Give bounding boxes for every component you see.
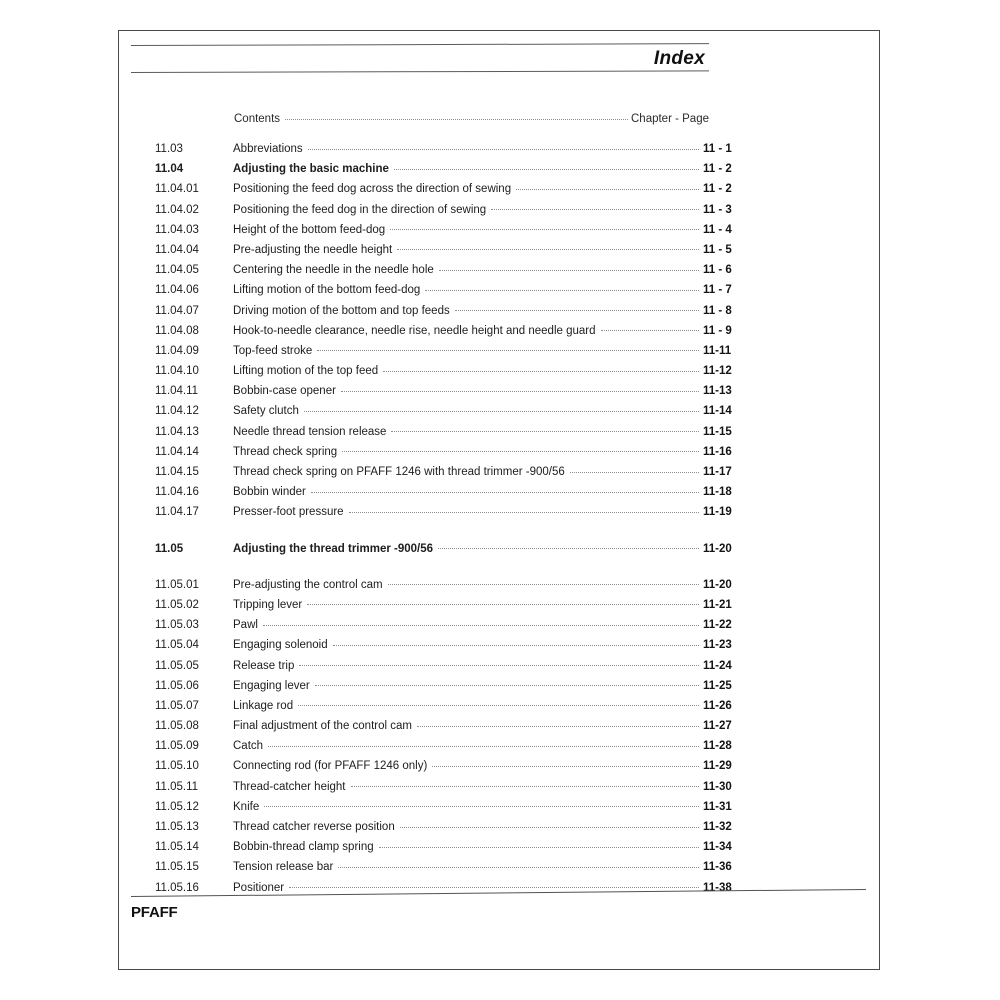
- toc-leader-dots: [307, 604, 699, 605]
- toc-entry-title: Engaging solenoid: [233, 639, 328, 652]
- toc-entry-page: 11-19: [703, 506, 732, 519]
- toc-entry[interactable]: [155, 801, 755, 821]
- toc-leader-dots: [315, 685, 699, 686]
- toc-entry-number: 11.04.01: [155, 183, 199, 196]
- toc-entry-title: Abbreviations: [233, 143, 303, 155]
- toc-leader-dots: [400, 827, 699, 828]
- toc-entry[interactable]: [155, 841, 755, 861]
- toc-entry-page: 11 - 3: [703, 203, 732, 216]
- toc-entry-title: Top-feed stroke: [233, 344, 313, 357]
- toc-entry-number: 11.04.10: [155, 365, 199, 378]
- page-footer: [131, 896, 866, 921]
- toc-leader-dots: [439, 270, 699, 271]
- toc-entry-page: 11-23: [703, 639, 732, 652]
- toc-entry[interactable]: [155, 680, 755, 700]
- toc-leader-dots: [570, 472, 699, 473]
- toc-leader-dots: [308, 149, 699, 150]
- toc-entry-title: Positioning the feed dog in the direction of sewing: [233, 203, 487, 216]
- toc-entry-page: 11 - 1: [703, 143, 732, 155]
- toc-entry-title: Final adjustment of the control cam: [233, 720, 412, 733]
- toc-entry[interactable]: [155, 446, 755, 466]
- toc-leader-dots: [299, 665, 699, 666]
- toc-entry-number: 11.04.11: [155, 385, 199, 398]
- toc-leader-dots: [379, 847, 699, 848]
- toc-entry-page: 11-30: [703, 780, 732, 793]
- toc-entry[interactable]: [155, 163, 755, 183]
- table-of-contents: [155, 143, 755, 902]
- toc-entry-page: 11-22: [703, 619, 732, 632]
- toc-leader-dots: [455, 310, 699, 311]
- toc-entry-number: 11.05.07: [155, 699, 199, 712]
- toc-entry-title: Hook-to-needle clearance, needle rise, needle height and needle guard: [233, 324, 596, 337]
- toc-entry-page: 11 - 6: [703, 264, 732, 277]
- toc-entry[interactable]: [155, 639, 755, 659]
- toc-entry-title: Lifting motion of the bottom feed-dog: [233, 284, 421, 297]
- toc-entry-page: 11-13: [703, 385, 732, 398]
- toc-entry-page: 11-11: [703, 344, 732, 357]
- toc-leader-dots: [394, 169, 699, 170]
- toc-entry-page: 11 - 8: [703, 304, 732, 317]
- toc-entry-number: 11.04.06: [155, 284, 199, 297]
- toc-entry[interactable]: [155, 543, 755, 563]
- toc-leader-dots: [601, 330, 699, 331]
- toc-entry-title: Bobbin-thread clamp spring: [233, 841, 374, 854]
- toc-entry-title: Adjusting the thread trimmer -900/56: [233, 542, 434, 555]
- toc-entry-title: Lifting motion of the top feed: [233, 365, 379, 378]
- toc-entry-number: 11.05.14: [155, 841, 199, 854]
- toc-leader-dots: [425, 290, 699, 291]
- toc-entry[interactable]: [155, 821, 755, 841]
- toc-entry-page: 11-20: [703, 578, 732, 591]
- toc-entry-title: Presser-foot pressure: [233, 506, 344, 519]
- toc-leader-dots: [397, 249, 699, 250]
- toc-entry[interactable]: [155, 660, 755, 680]
- toc-entry-number: 11.04: [155, 163, 184, 176]
- toc-entry-title: Centering the needle in the needle hole: [233, 264, 434, 277]
- toc-entry-title: Catch: [233, 740, 264, 753]
- toc-entry[interactable]: [155, 599, 755, 619]
- toc-entry-title: Engaging lever: [233, 679, 310, 692]
- toc-entry-title: Driving motion of the bottom and top feeds: [233, 304, 450, 317]
- toc-entry-number: 11.05.08: [155, 720, 199, 733]
- toc-entry-page: 11 - 2: [703, 163, 732, 176]
- toc-entry-number: 11.04.07: [155, 304, 199, 317]
- page-title: Index: [653, 48, 705, 69]
- toc-entry[interactable]: [155, 284, 755, 304]
- toc-entry[interactable]: [155, 619, 755, 639]
- toc-entry-title: Thread check spring: [233, 445, 338, 458]
- toc-entry-page: 11-25: [703, 679, 732, 692]
- toc-leader-dots: [390, 229, 699, 230]
- toc-entry-title: Connecting rod (for PFAFF 1246 only): [233, 760, 428, 773]
- toc-entry-page: 11 - 5: [703, 243, 732, 256]
- toc-entry-number: 11.05.05: [155, 659, 199, 672]
- toc-entry[interactable]: [155, 224, 755, 244]
- toc-entry-page: 11 - 4: [703, 223, 732, 236]
- toc-entry-title: Pawl: [233, 619, 258, 632]
- toc-entry-page: 11-38: [703, 881, 732, 894]
- toc-entry-number: 11.05.03: [155, 619, 199, 632]
- toc-entry-title: Height of the bottom feed-dog: [233, 223, 386, 236]
- toc-entry-number: 11.05.13: [155, 821, 199, 833]
- contents-leader-dots: [285, 119, 628, 120]
- toc-entry-title: Positioning the feed dog across the direction of sewing: [233, 183, 512, 196]
- toc-entry[interactable]: [155, 506, 755, 526]
- toc-leader-dots: [341, 391, 699, 392]
- toc-entry[interactable]: [155, 740, 755, 760]
- toc-entry-number: 11.05.01: [155, 578, 199, 591]
- toc-entry-number: 11.05.06: [155, 679, 199, 692]
- toc-entry-page: 11-27: [703, 720, 732, 733]
- toc-entry[interactable]: [155, 244, 755, 264]
- toc-leader-dots: [317, 350, 699, 351]
- toc-entry-number: 11.04.08: [155, 324, 199, 337]
- toc-entry-page: 11-15: [703, 425, 732, 438]
- toc-entry-title: Release trip: [233, 659, 295, 672]
- toc-entry-title: Positioner: [233, 881, 285, 894]
- toc-leader-dots: [333, 645, 699, 646]
- toc-leader-dots: [516, 189, 699, 190]
- toc-entry-page: 11 - 2: [703, 183, 732, 196]
- toc-leader-dots: [351, 786, 699, 787]
- toc-leader-dots: [432, 766, 699, 767]
- toc-entry-page: 11-34: [703, 841, 732, 854]
- toc-entry-page: 11-14: [703, 405, 732, 418]
- toc-leader-dots: [289, 887, 699, 888]
- contents-column-header: [234, 113, 709, 125]
- toc-entry[interactable]: [155, 720, 755, 740]
- toc-entry-title: Linkage rod: [233, 699, 294, 712]
- toc-entry-title: Pre-adjusting the needle height: [233, 243, 393, 256]
- toc-entry-title: Tripping lever: [233, 598, 303, 611]
- toc-entry-number: 11.05.02: [155, 598, 199, 611]
- toc-entry-page: 11-18: [703, 486, 732, 499]
- toc-entry[interactable]: [155, 183, 755, 203]
- toc-entry-title: Bobbin winder: [233, 486, 306, 499]
- toc-leader-dots: [388, 584, 699, 585]
- toc-entry-page: 11-26: [703, 699, 732, 712]
- toc-entry-page: 11 - 9: [703, 324, 732, 337]
- brand-name: PFAFF: [131, 904, 178, 921]
- toc-entry[interactable]: [155, 700, 755, 720]
- toc-entry-page: 11-31: [703, 800, 732, 813]
- toc-entry[interactable]: [155, 204, 755, 224]
- contents-label: Contents: [234, 113, 281, 125]
- toc-entry[interactable]: [155, 264, 755, 284]
- toc-entry-page: 11-29: [703, 760, 732, 773]
- toc-entry[interactable]: [155, 781, 755, 801]
- toc-entry[interactable]: [155, 385, 755, 405]
- toc-entry-title: Thread check spring on PFAFF 1246 with thread trimmer -900/56: [233, 466, 565, 478]
- toc-entry[interactable]: [155, 486, 755, 506]
- toc-leader-dots: [304, 411, 699, 412]
- toc-leader-dots: [491, 209, 699, 210]
- toc-entry-title: Knife: [233, 800, 260, 813]
- toc-leader-dots: [417, 726, 699, 727]
- toc-entry[interactable]: [155, 405, 755, 425]
- toc-entry-number: 11.05.15: [155, 861, 199, 874]
- toc-leader-dots: [342, 451, 699, 452]
- toc-entry-number: 11.05.10: [155, 760, 199, 773]
- toc-entry[interactable]: [155, 579, 755, 599]
- toc-entry-title: Tension release bar: [233, 861, 334, 874]
- toc-entry-title: Thread-catcher height: [233, 780, 346, 793]
- toc-leader-dots: [391, 431, 699, 432]
- toc-entry-page: 11-32: [703, 821, 732, 833]
- toc-entry-number: 11.04.15: [155, 466, 199, 478]
- toc-entry-number: 11.04.13: [155, 425, 199, 438]
- toc-entry[interactable]: [155, 760, 755, 780]
- toc-entry-number: 11.05.09: [155, 740, 199, 753]
- toc-entry-title: Safety clutch: [233, 405, 299, 418]
- toc-entry-page: 11-20: [703, 542, 732, 555]
- toc-entry-page: 11-17: [703, 466, 732, 478]
- toc-entry-number: 11.03: [155, 143, 183, 155]
- toc-entry[interactable]: [155, 426, 755, 446]
- toc-leader-dots: [438, 548, 699, 549]
- toc-entry-number: 11.04.09: [155, 344, 199, 357]
- toc-entry-page: 11-28: [703, 740, 732, 753]
- toc-leader-dots: [263, 625, 699, 626]
- header-title-row: [131, 46, 709, 72]
- toc-leader-dots: [349, 512, 699, 513]
- toc-entry[interactable]: [155, 861, 755, 881]
- toc-entry-title: Adjusting the basic machine: [233, 163, 389, 176]
- toc-entry-page: 11-24: [703, 659, 732, 672]
- toc-entry-title: Pre-adjusting the control cam: [233, 578, 383, 591]
- toc-entry-number: 11.04.05: [155, 264, 199, 277]
- toc-entry-number: 11.05.16: [155, 881, 199, 894]
- toc-entry-title: Needle thread tension release: [233, 425, 387, 438]
- toc-entry-page: 11 - 7: [703, 284, 732, 297]
- toc-entry[interactable]: [155, 365, 755, 385]
- toc-entry-number: 11.04.04: [155, 243, 199, 256]
- toc-entry[interactable]: [155, 325, 755, 345]
- toc-entry-number: 11.05: [155, 542, 184, 555]
- toc-entry-number: 11.04.17: [155, 506, 199, 519]
- page-header: [131, 45, 709, 73]
- toc-entry[interactable]: [155, 466, 755, 486]
- toc-entry[interactable]: [155, 143, 755, 163]
- toc-leader-dots: [298, 705, 699, 706]
- toc-entry-page: 11-21: [703, 598, 732, 611]
- toc-entry[interactable]: [155, 305, 755, 325]
- toc-entry-title: Bobbin-case opener: [233, 385, 336, 398]
- toc-entry-number: 11.04.02: [155, 203, 199, 216]
- document-page: [118, 30, 880, 970]
- toc-entry-page: 11-12: [703, 365, 732, 378]
- toc-leader-dots: [338, 867, 699, 868]
- toc-entry-title: Thread catcher reverse position: [233, 821, 395, 833]
- toc-leader-dots: [383, 371, 699, 372]
- toc-entry-page: 11-36: [703, 861, 732, 874]
- toc-entry-number: 11.05.04: [155, 639, 199, 652]
- toc-entry-number: 11.04.14: [155, 445, 199, 458]
- toc-entry-number: 11.04.03: [155, 223, 199, 236]
- toc-leader-dots: [264, 806, 699, 807]
- toc-entry-number: 11.05.12: [155, 800, 199, 813]
- toc-entry-number: 11.04.16: [155, 486, 199, 499]
- toc-entry-number: 11.05.11: [155, 780, 199, 793]
- toc-entry[interactable]: [155, 345, 755, 365]
- toc-entry-page: 11-16: [703, 445, 732, 458]
- toc-leader-dots: [311, 492, 699, 493]
- toc-leader-dots: [268, 746, 699, 747]
- chapter-page-label: Chapter - Page: [631, 113, 709, 125]
- toc-entry-number: 11.04.12: [155, 405, 199, 418]
